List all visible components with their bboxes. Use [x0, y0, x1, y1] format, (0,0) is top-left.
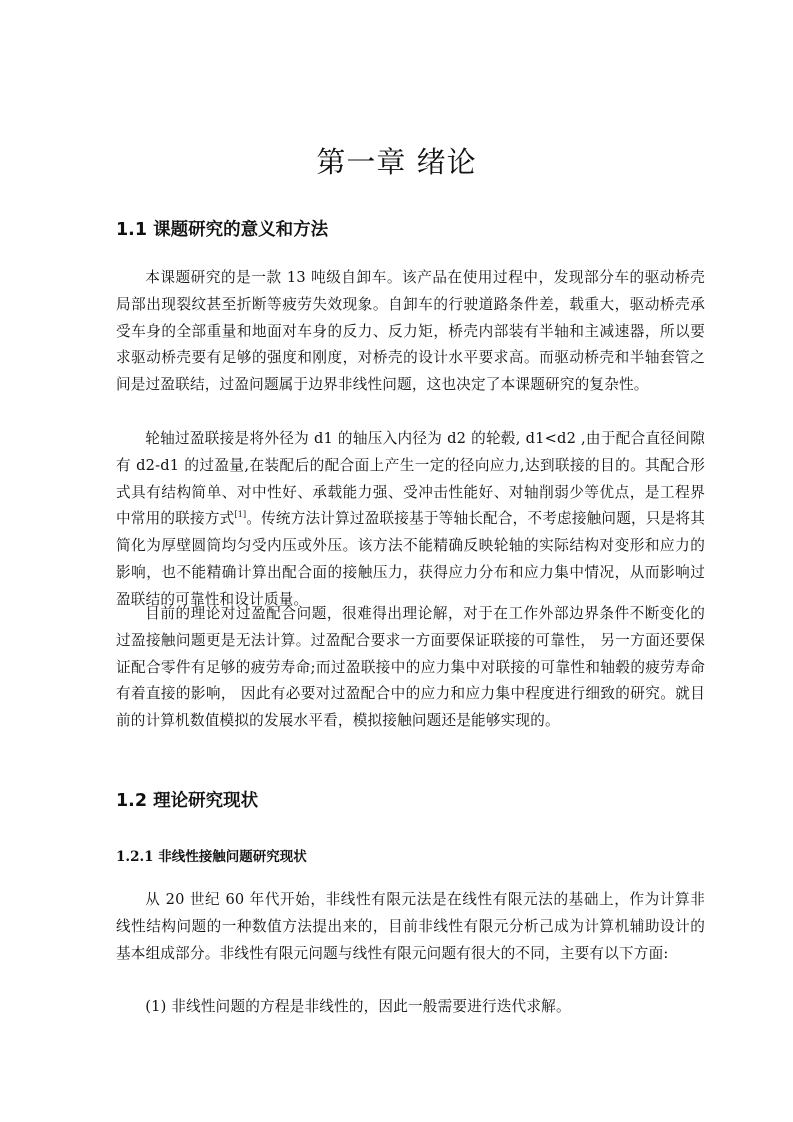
list-item-1: (1) 非线性问题的方程是非线性的，因此一般需要进行迭代求解。	[145, 998, 571, 1015]
section-heading-1-2: 1.2 理论研究现状	[116, 791, 259, 811]
paragraph-nonlinear-fem: 从 20 世纪 60 年代开始，非线性有限元法是在线性有限元法的基础上，作为计算非线性结构问题的一种数值方法提出来的，目前非线性有限元分析己成为计算机辅助设计的基本组成部分。非线性有限元问题与线性有限元问题有很大的不同，主要有以下方面:	[116, 891, 705, 962]
section-heading-1-1: 1.1 课题研究的意义和方法	[116, 220, 329, 240]
paragraph-interference-fit	[116, 426, 705, 614]
paragraph-interference-fit-part1: 轮轴过盈联接是将外径为 d1 的轴压入内径为 d2 的轮毂, d1<d2 ,由于配合直径间隙有 d2-d1 的过盈量,在装配后的配合面上产生一定的径向应力,达到联接的目的。其配合形式具有结构简单、对中性好、承载能力强、受冲击性能好、对轴削弱少等优点，是工程界中常用的联接方式	[116, 430, 705, 528]
chapter-title: 第一章 绪论	[316, 145, 477, 179]
paragraph-current-theory: 目前的理论对过盈配合问题，很难得出理论解，对于在工作外部边界条件不断变化的过盈接触问题更是无法计算。过盈配合要求一方面要保证联接的可靠性， 另一方面还要保证配合零件有足够的疲劳寿命;而过盈联接中的应力集中对联接的可靠性和轴毂的疲劳寿命有着直接的影响， 因此有必要对过盈配合中的应力和应力集中程度进行细致的研究。就目前的计算机数值模拟的发展水平看，模拟接触问题还是能够实现的。	[116, 605, 705, 730]
citation-ref: [1]	[234, 510, 247, 520]
paragraph-purpose: 本课题研究的是一款 13 吨级自卸车。该产品在使用过程中，发现部分车的驱动桥壳局部出现裂纹甚至折断等疲劳失效现象。自卸车的行驶道路条件差，载重大，驱动桥壳承受车身的全部重量和地面对车身的反力、反力矩，桥壳内部装有半轴和主减速器，所以要求驱动桥壳要有足够的强度和刚度，对桥壳的设计水平要求高。而驱动桥壳和半轴套管之间是过盈联结，过盈问题属于边界非线性问题，这也决定了本课题研究的复杂性。	[116, 269, 705, 394]
subsection-heading-1-2-1: 1.2.1 非线性接触问题研究现状	[116, 849, 307, 865]
paragraph-interference-fit-part2: 。传统方法计算过盈联接基于等轴长配合，不考虑接触问题，只是将其简化为厚壁圆筒均匀受内压或外压。该方法不能精确反映轮轴的实际结构对变形和应力的影响，也不能精确计算出配合面的接触压力，获得应力分布和应力集中情况，从而影响过盈联结的可靠性和设计质量。	[116, 510, 705, 608]
